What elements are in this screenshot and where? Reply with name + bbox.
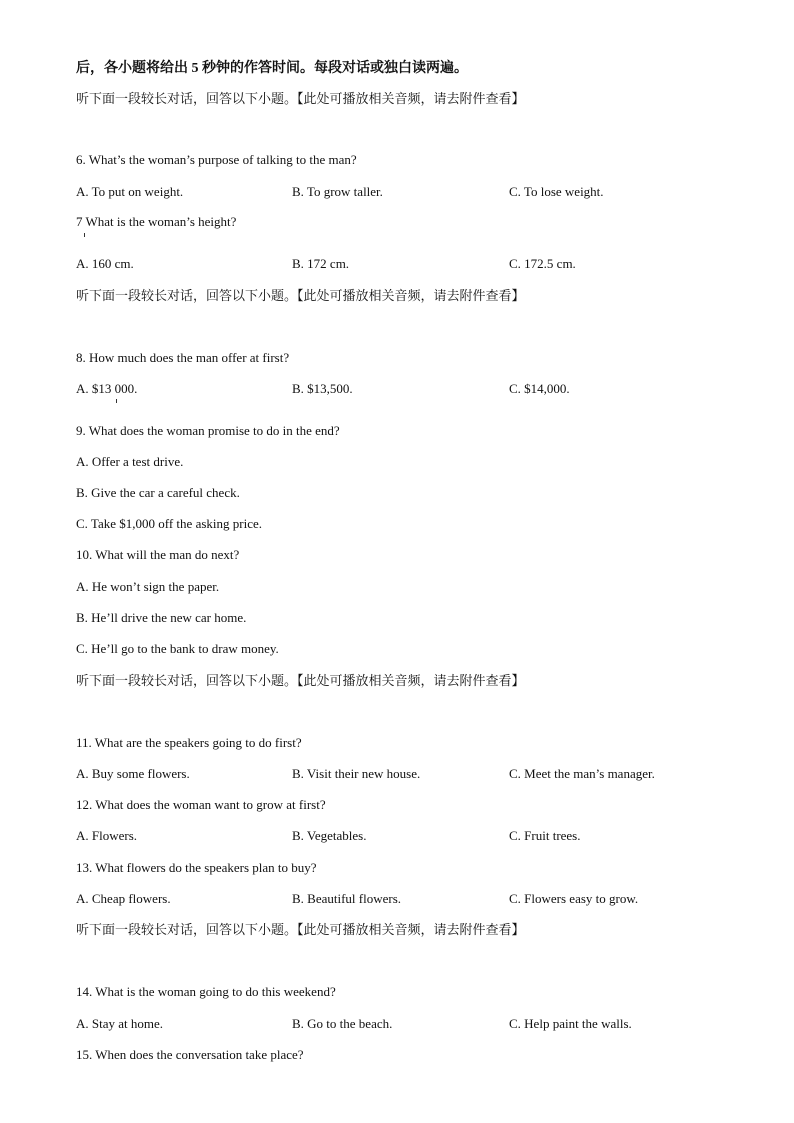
question-stem: 12. What does the woman want to grow at first?	[76, 797, 326, 812]
option-b: B. To grow taller.	[292, 184, 383, 199]
option-b: B. Vegetables.	[292, 828, 367, 843]
question-stem: 7 What is the woman’s height?	[76, 214, 237, 229]
listening-instruction: 听下面一段较长对话，回答以下小题。【此处可播放相关音频，请去附件查看】	[76, 673, 525, 688]
option-b: B. He’ll drive the new car home.	[76, 610, 247, 625]
scan-mark	[116, 399, 117, 403]
option-c: C. Fruit trees.	[509, 828, 581, 843]
question-stem: 10. What will the man do next?	[76, 547, 240, 562]
option-a: A. $13 000.	[76, 381, 138, 396]
option-c: C. 172.5 cm.	[509, 256, 576, 271]
option-a: A. Buy some flowers.	[76, 766, 190, 781]
option-b: B. $13,500.	[292, 381, 353, 396]
option-c: C. Take $1,000 off the asking price.	[76, 516, 262, 531]
option-c: C. He’ll go to the bank to draw money.	[76, 641, 279, 656]
option-a: A. Cheap flowers.	[76, 891, 171, 906]
option-c: C. Flowers easy to grow.	[509, 891, 639, 906]
option-b: B. Go to the beach.	[292, 1016, 393, 1031]
option-c: C. Meet the man’s manager.	[509, 766, 655, 781]
question-stem: 11. What are the speakers going to do first?	[76, 735, 302, 750]
option-a: A. He won’t sign the paper.	[76, 579, 220, 594]
listening-instruction: 听下面一段较长对话，回答以下小题。【此处可播放相关音频，请去附件查看】	[76, 288, 525, 303]
option-c: C. $14,000.	[509, 381, 570, 396]
option-a: A. Offer a test drive.	[76, 454, 184, 469]
question-stem: 8. How much does the man offer at first?	[76, 350, 290, 365]
scan-mark	[84, 233, 85, 237]
question-stem: 14. What is the woman going to do this weekend?	[76, 984, 336, 999]
option-a: A. To put on weight.	[76, 184, 184, 199]
question-stem: 9. What does the woman promise to do in the end?	[76, 423, 340, 438]
option-b: B. Beautiful flowers.	[292, 891, 402, 906]
option-a: A. Stay at home.	[76, 1016, 164, 1031]
option-a: A. 160 cm.	[76, 256, 134, 271]
question-stem: 13. What flowers do the speakers plan to buy?	[76, 860, 317, 875]
listening-instruction: 听下面一段较长对话，回答以下小题。【此处可播放相关音频，请去附件查看】	[76, 91, 525, 106]
option-a: A. Flowers.	[76, 828, 138, 843]
option-c: C. To lose weight.	[509, 184, 604, 199]
question-stem: 6. What’s the woman’s purpose of talking to the man?	[76, 152, 357, 167]
option-b: B. Give the car a careful check.	[76, 485, 240, 500]
option-b: B. 172 cm.	[292, 256, 350, 271]
question-stem: 15. When does the conversation take place?	[76, 1047, 304, 1062]
option-b: B. Visit their new house.	[292, 766, 421, 781]
option-c: C. Help paint the walls.	[509, 1016, 632, 1031]
intro-text: 后，各小题将给出 5 秒钟的作答时间。每段对话或独白读两遍。	[76, 61, 468, 76]
listening-instruction: 听下面一段较长对话，回答以下小题。【此处可播放相关音频，请去附件查看】	[76, 922, 525, 937]
